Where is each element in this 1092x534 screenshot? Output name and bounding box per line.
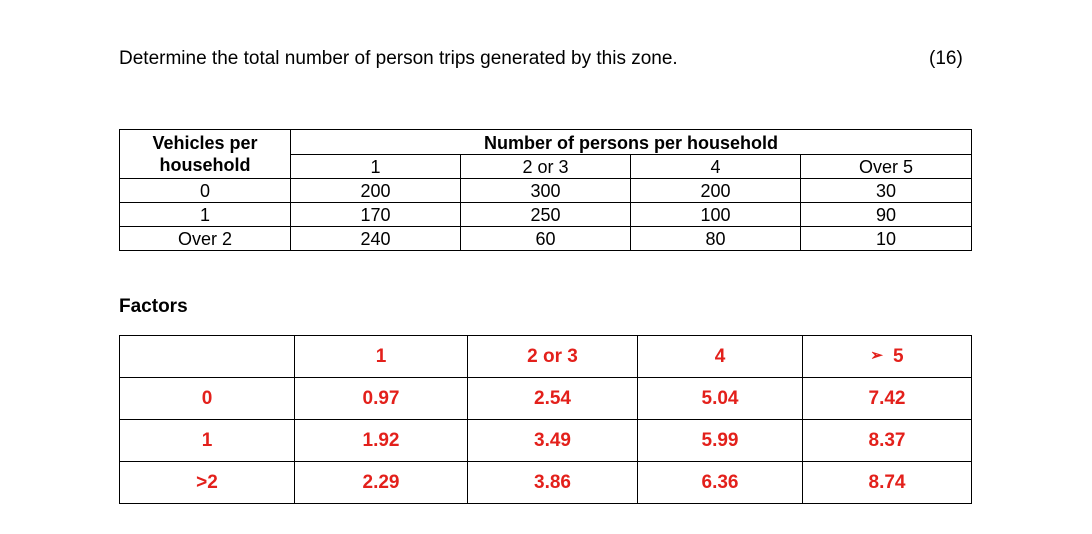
table-cell: 240: [291, 227, 461, 251]
row-label: 0: [120, 378, 295, 420]
table-cell: 3.49: [468, 420, 638, 462]
column-header: 2 or 3: [461, 155, 631, 179]
table-row: [120, 378, 972, 420]
table-cell: 10: [801, 227, 972, 251]
column-header: 4: [631, 155, 801, 179]
factors-heading: Factors: [119, 296, 188, 317]
column-header: 5: [893, 345, 904, 367]
table-row: [120, 203, 972, 227]
table-cell: 0.97: [295, 378, 468, 420]
row-label: Over 2: [120, 227, 291, 251]
column-header: Over 5: [801, 155, 972, 179]
column-header: 1: [291, 155, 461, 179]
table-cell: 80: [631, 227, 801, 251]
row-label: 1: [120, 203, 291, 227]
table-cell: 6.36: [638, 462, 803, 504]
table-header-row: [120, 336, 972, 378]
factors-table: [119, 335, 972, 504]
table-cell: 60: [461, 227, 631, 251]
column-header: 4: [638, 336, 803, 378]
row-header-vehicles-per-household: Vehicles per household: [120, 130, 291, 179]
table-cell: 250: [461, 203, 631, 227]
row-label: 0: [120, 179, 291, 203]
table-cell: 7.42: [803, 378, 972, 420]
table-cell: 300: [461, 179, 631, 203]
column-header: 1: [295, 336, 468, 378]
table-cell: 200: [631, 179, 801, 203]
row-label: >2: [120, 462, 295, 504]
table-cell: 8.37: [803, 420, 972, 462]
row-label: 1: [120, 420, 295, 462]
column-header: 2 or 3: [468, 336, 638, 378]
table-cell: 2.29: [295, 462, 468, 504]
table-row: [120, 462, 972, 504]
question-text: Determine the total number of person trips generated by this zone.: [119, 48, 678, 69]
table-cell: 5.99: [638, 420, 803, 462]
table-cell: 5.04: [638, 378, 803, 420]
column-header-over-5: [803, 336, 972, 378]
trips-table: [119, 129, 972, 251]
table-cell: 2.54: [468, 378, 638, 420]
table-row: [120, 179, 972, 203]
question-marks: (16): [929, 48, 963, 69]
group-header-persons-per-household: Number of persons per household: [291, 130, 972, 155]
table-row: [120, 420, 972, 462]
table-cell: 170: [291, 203, 461, 227]
table-cell: 8.74: [803, 462, 972, 504]
empty-corner-cell: [120, 336, 295, 378]
table-cell: 100: [631, 203, 801, 227]
table-cell: 200: [291, 179, 461, 203]
table-cell: 1.92: [295, 420, 468, 462]
table-cell: 30: [801, 179, 972, 203]
table-cell: 90: [801, 203, 972, 227]
arrow-bullet-icon: ➢: [870, 346, 883, 364]
table-cell: 3.86: [468, 462, 638, 504]
table-row: [120, 227, 972, 251]
